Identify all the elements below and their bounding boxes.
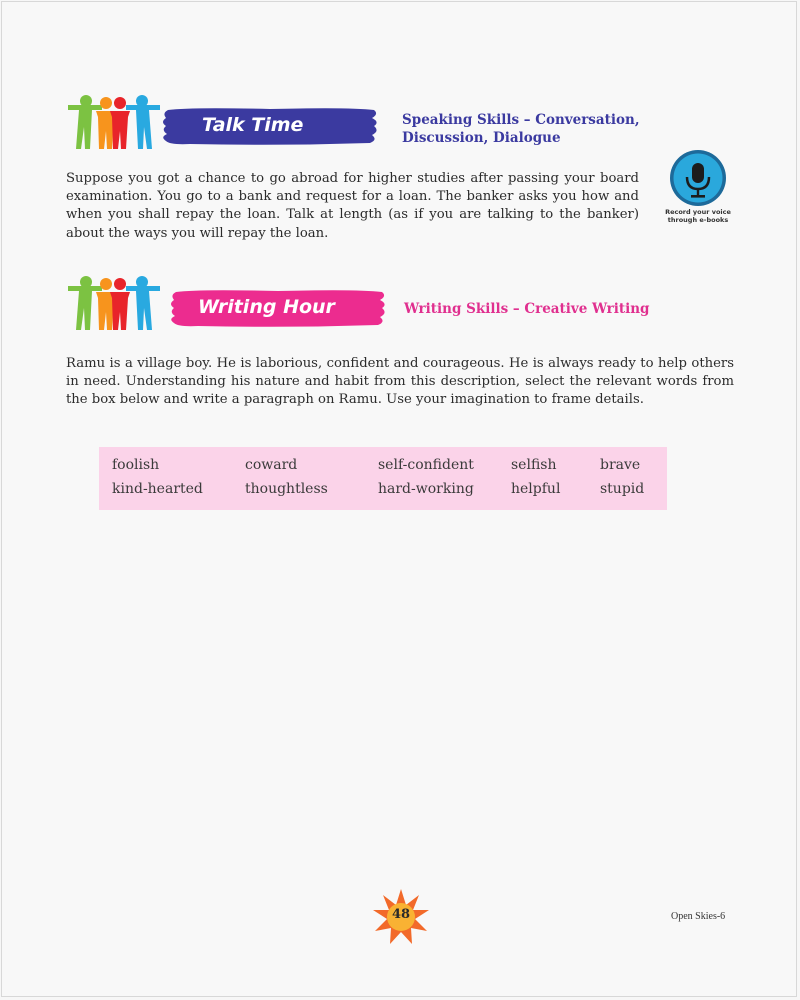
talk-time-skills-line1: Speaking Skills – Conversation, bbox=[402, 112, 640, 128]
mic-caption-line2: through e-books bbox=[667, 216, 729, 224]
talk-time-instructions: Suppose you got a chance to go abroad for higher studies after passing your board examination. You go to a bank and request for a loan. The banker asks you how and when you shall repay the loan. Talk at length (as if you are talking to the banker) about the ways you will repay the loan. bbox=[66, 171, 639, 241]
page-number: 48 bbox=[391, 907, 411, 922]
word-item: helpful bbox=[511, 481, 561, 497]
writing-hour-skills: Writing Skills – Creative Writing bbox=[404, 301, 650, 317]
word-item: thoughtless bbox=[245, 481, 328, 497]
word-item: coward bbox=[245, 457, 298, 473]
word-item: kind-hearted bbox=[112, 481, 203, 497]
word-item: brave bbox=[600, 457, 641, 473]
word-item: stupid bbox=[600, 481, 645, 497]
mic-caption bbox=[650, 208, 746, 224]
writing-hour-label: Writing Hour bbox=[198, 296, 335, 318]
word-item: selfish bbox=[511, 457, 557, 473]
microphone-icon[interactable] bbox=[668, 150, 728, 208]
mic-caption-line1: Record your voice bbox=[665, 208, 731, 216]
word-item: foolish bbox=[112, 457, 160, 473]
people-group-icon bbox=[66, 274, 162, 334]
word-item: self-confident bbox=[378, 457, 474, 473]
word-item: hard-working bbox=[378, 481, 474, 497]
word-box bbox=[99, 447, 667, 510]
writing-hour-instructions: Ramu is a village boy. He is laborious, confident and courageous. He is always ready to help others in need. Understanding his nature and habit from this description, select the relevant words from the box below and write a paragraph on Ramu. Use your imagination to frame details. bbox=[66, 356, 734, 408]
talk-time-skills-line2: Discussion, Dialogue bbox=[402, 130, 561, 146]
book-title: Open Skies-6 bbox=[671, 911, 726, 922]
talk-time-skills bbox=[402, 111, 640, 147]
people-group-icon bbox=[66, 93, 162, 153]
talk-time-label: Talk Time bbox=[202, 114, 304, 136]
